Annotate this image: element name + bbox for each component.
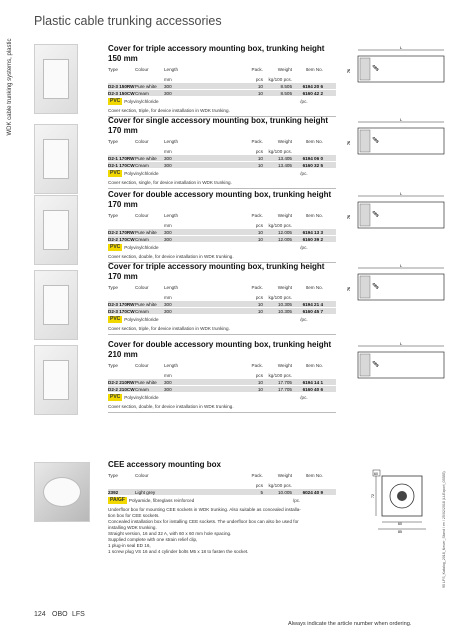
dimension-drawing [346, 46, 448, 90]
table-units: pcs kg/100 pcs. [255, 483, 292, 488]
svg-text:ABS: ABS [371, 135, 380, 145]
table-units: mm pcs kg/100 pcs. [164, 223, 292, 228]
svg-text:ABS: ABS [371, 359, 380, 369]
svg-text:60: 60 [398, 522, 402, 526]
dimension-drawing [346, 192, 448, 236]
description [108, 507, 336, 555]
material-tag: PVC [110, 393, 121, 400]
description-line: 1 plug-in seal ED 16, [108, 543, 151, 548]
brand: OBO [52, 611, 68, 618]
description: Cover section, single, for device installation in WDK trunking. [108, 180, 232, 185]
material-row: PA/GF Polyamide, fibreglass reinforced /pc. [110, 496, 301, 503]
section-title: Cover for single accessory mounting box, trunking height 170 mm [108, 116, 329, 135]
description: Cover section, triple, for device installation in WDK trunking. [108, 326, 230, 331]
table-header: Type Colour Length Pack. Weight Item No. [108, 363, 323, 368]
table-units: mm pcs kg/100 pcs. [164, 373, 292, 378]
description-line: Supplied complete with one strain relief clip, [108, 537, 198, 542]
cee-section [108, 460, 336, 555]
table-row: D2-2 170RW Pure white 300 10 12.005 6194 13 3 [108, 228, 336, 235]
description-line: tion box for CEE sockets. [108, 513, 160, 518]
material-row: PVC Polyvinylchloride /pc. [110, 169, 308, 176]
page-title: Plastic cable trunking accessories [34, 14, 222, 28]
section-title: CEE accessory mounting box [108, 460, 221, 469]
svg-text:L: L [400, 264, 403, 268]
table-header: Type Colour Length Pack. Weight Item No. [108, 139, 323, 144]
table-row: 2392 Light grey 5 10.005 6024 40 9 [108, 488, 336, 495]
svg-text:ABS: ABS [371, 63, 380, 73]
divider [108, 412, 336, 413]
product-photo [34, 44, 78, 114]
description: Cover section, double, for device installation in WDK trunking. [108, 254, 234, 259]
divider [108, 188, 336, 189]
description: Cover section, double, for device installation in WDK trunking. [108, 404, 234, 409]
dimension-drawing [346, 264, 448, 308]
section-title: Cover for double accessory mounting box, trunking height 170 mm [108, 190, 332, 209]
section-title: Cover for double accessory mounting box, trunking height 210 mm [108, 340, 332, 359]
table-row: D2-3 170RW Pure white 300 10 10.305 6194 21 4 [108, 300, 336, 307]
section-title: Cover for triple accessory mounting box, trunking height 170 mm [108, 262, 325, 281]
material-row: PVC Polyvinylchloride /pc. [110, 97, 308, 104]
table-row: D2-1 170CW Cream 300 10 13.405 6160 32 5 [108, 161, 336, 168]
cee-box-drawing [370, 462, 430, 540]
product-photo [34, 195, 78, 265]
description: Cover section, triple, for device installation in WDK trunking. [108, 108, 230, 113]
svg-text:85: 85 [398, 530, 402, 534]
cee-box-photo [34, 462, 90, 522]
product-section [108, 262, 336, 335]
svg-text:ABS: ABS [371, 209, 380, 219]
material-row: PVC Polyvinylchloride /pc. [110, 393, 308, 400]
svg-text:60: 60 [374, 472, 378, 476]
product-section [108, 340, 336, 413]
page-number: 124 [34, 611, 46, 618]
table-units: mm pcs kg/100 pcs. [164, 149, 292, 154]
table-row: D2-3 170CW Cream 300 10 10.305 6160 45 7 [108, 307, 336, 314]
table-units: mm pcs kg/100 pcs. [164, 77, 292, 82]
dimension-drawing [346, 118, 448, 162]
description-line: installing WDK trunking. [108, 525, 157, 530]
product-section [108, 116, 336, 189]
table-row: D2-2 170CW Cream 300 10 12.005 6160 39 2 [108, 235, 336, 242]
svg-text:L: L [400, 46, 403, 50]
product-photo [34, 124, 78, 194]
svg-text:76: 76 [347, 287, 351, 291]
material-row: PVC Polyvinylchloride /pc. [110, 243, 308, 250]
description-line: Straight version, 16 and 32 A, with 60 x 60 mm hole spacing. [108, 531, 232, 536]
svg-text:72: 72 [371, 494, 375, 498]
product-photo [34, 270, 78, 340]
table-row: D2-3 150RW Pure white 300 10 8.505 6194 20 6 [108, 82, 336, 89]
product-section [108, 190, 336, 263]
dimension-drawing [346, 342, 448, 386]
svg-text:L: L [400, 192, 403, 196]
description-line: Concealed installation box for installing CEE sockets. The underfloor box can also be used for [108, 519, 299, 524]
description-line: 1 screw plug VS 16 and 4 cylinder bolts M5 x 18 to fasten the socket. [108, 549, 249, 554]
material-tag: PVC [110, 97, 121, 104]
svg-text:76: 76 [347, 215, 351, 219]
svg-text:76: 76 [347, 141, 351, 145]
description-line: Underfloor box for mounting CEE sockets in WDK trunking. Also suitable as concealed installa- [108, 507, 301, 512]
table-row: D2-2 210RW Pure white 300 10 17.705 6194 14 1 [108, 378, 336, 385]
table-row: D2-3 150CW Cream 300 10 8.505 6160 42 2 [108, 89, 336, 96]
catalog-name: LFS [72, 611, 85, 618]
material-tag: PVC [110, 315, 121, 322]
product-photo [34, 345, 78, 415]
svg-text:76: 76 [347, 69, 351, 73]
svg-text:L: L [400, 342, 403, 346]
table-header: Type Colour Length Pack. Weight Item No. [108, 67, 323, 72]
material-tag: PVC [110, 243, 121, 250]
divider [108, 334, 336, 335]
table-header: Type Colour Length Pack. Weight Item No. [108, 285, 323, 290]
table-units: mm pcs kg/100 pcs. [164, 295, 292, 300]
material-tag: PVC [110, 169, 121, 176]
section-title: Cover for triple accessory mounting box, trunking height 150 mm [108, 44, 325, 63]
side-code: 95 LFS_Katalog_2018_Neuer_Stand / en / 25/02/2018 (LLExport_03585) [442, 471, 446, 588]
product-section [108, 44, 336, 117]
svg-text:L: L [400, 118, 403, 122]
table-header: Type Colour Length Pack. Weight Item No. [108, 213, 323, 218]
table-row: D2-2 210CW Cream 300 10 17.705 6160 40 6 [108, 385, 336, 392]
footer-note: Always indicate the article number when ordering. [288, 621, 412, 627]
material-tag: PA/GF [110, 496, 125, 503]
material-row: PVC Polyvinylchloride /pc. [110, 315, 308, 322]
side-label: WDK cable trunking systems, plastic [7, 38, 13, 136]
table-header: Type Colour Pack. Weight Item No. [108, 473, 323, 478]
svg-text:ABS: ABS [371, 281, 380, 291]
table-row: D2-1 170RW Pure white 300 10 13.405 6194 06 0 [108, 154, 336, 161]
